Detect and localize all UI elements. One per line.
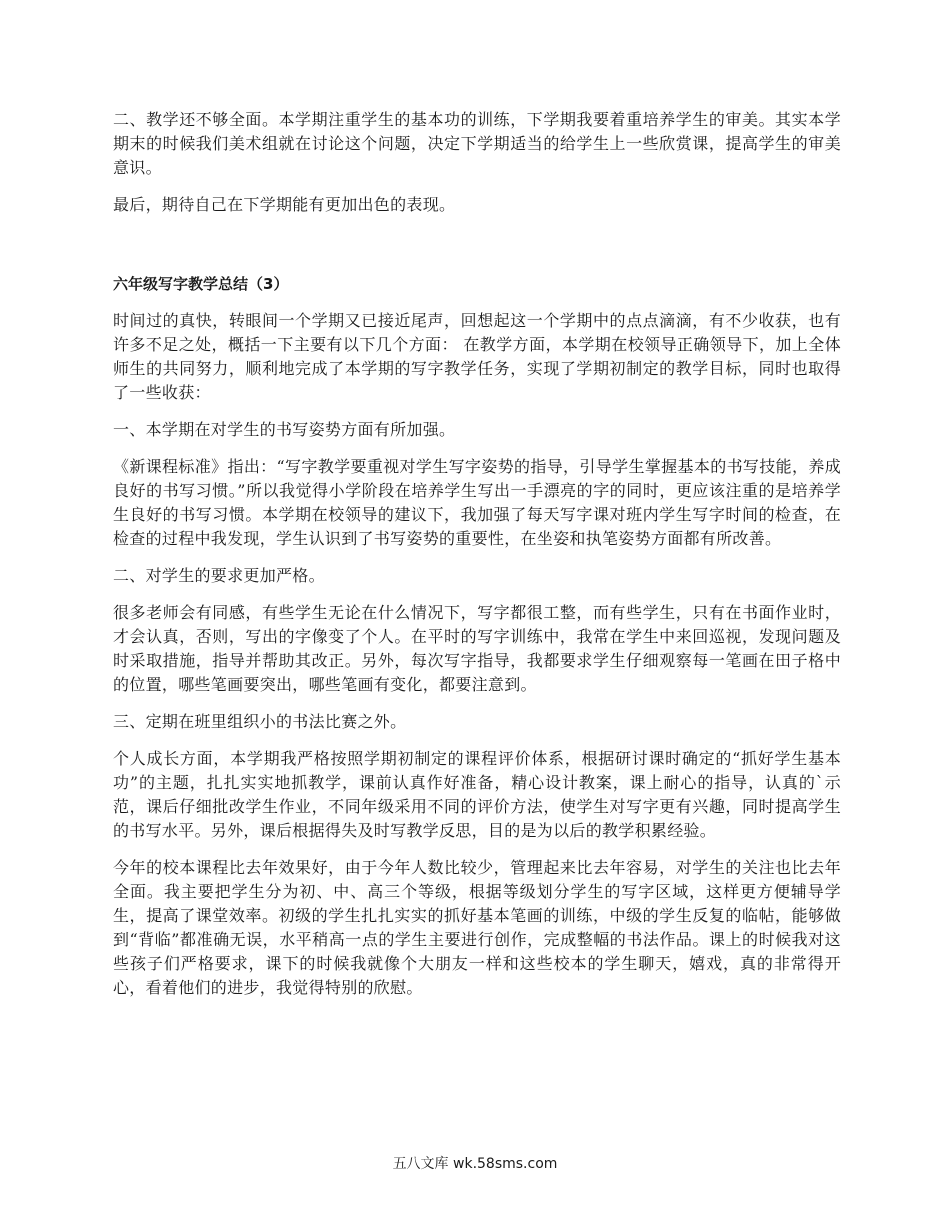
footer-watermark: 五八文库 wk.58sms.com (392, 1156, 558, 1172)
paragraph-point-two-title: 二、对学生的要求更加严格。 (113, 566, 325, 585)
paragraph-teaching-incomplete: 二、教学还不够全面。本学期注重学生的基本功的训练，下学期我要着重培养学生的审美。其实本学期末的时候我们美术组就在讨论这个问题，决定下学期适当的给学生上一些欣赏课，提高学生的审美意识。 (113, 110, 841, 177)
paragraph-point-two-body: 很多老师会有同感，有些学生无论在什么情况下，写字都很工整，而有些学生，只有在书面作业时，才会认真，否则，写出的字像变了个人。在平时的写字训练中，我常在学生中来回巡视，发现问题及时采取措施，指导并帮助其改正。另外，每次写字指导，我都要求学生仔细观察每一笔画在田子格中的位置，哪些笔画要突出，哪些笔画有变化，都要注意到。 (113, 603, 841, 694)
paragraph-point-one-title: 一、本学期在对学生的书写姿势方面有所加强。 (113, 420, 456, 439)
paragraph-personal-growth: 个人成长方面，本学期我严格按照学期初制定的课程评价体系，根据研讨课时确定的“抓好学生基本功”的主题，扎扎实实地抓教学，课前认真作好准备，精心设计教案，课上耐心的指导，认真的`示范，课后仔细批改学生作业，不同年级采用不同的评价方法，使学生对写字更有兴趣，同时提高学生的书写水平。另外，课后根据得失及时写教学反思，目的是为以后的教学积累经验。 (113, 749, 841, 840)
paragraph-intro: 时间过的真快，转眼间一个学期又已接近尾声，回想起这一个学期中的点点滴滴，有不少收获，也有许多不足之处，概括一下主要有以下几个方面： 在教学方面，本学期在校领导正确领导下，加上全体师生的共同努力，顺利地完成了本学期的写字教学任务，实现了学期初制定的教学目标，同时也取得了一些收获： (113, 311, 841, 402)
document-body (113, 108, 841, 1000)
paragraph-point-one-body: 《新课程标准》指出：“写字教学要重视对学生写字姿势的指导，引导学生掌握基本的书写技能，养成良好的书写习惯。”所以我觉得小学阶段在培养学生写出一手漂亮的字的同时，更应该注重的是培养学生良好的书写习惯。本学期在校领导的建议下，我加强了每天写字课对班内学生写字时间的检查，在检查的过程中我发现，学生认识到了书写姿势的重要性，在坐姿和执笔姿势方面都有所改善。 (113, 457, 841, 548)
paragraph-closing: 最后，期待自己在下学期能有更加出色的表现。 (113, 195, 456, 214)
section-heading: 六年级写字教学总结（3） (113, 275, 289, 293)
paragraph-point-three-title: 三、定期在班里组织小的书法比赛之外。 (113, 712, 407, 731)
paragraph-school-course: 今年的校本课程比去年效果好，由于今年人数比较少，管理起来比去年容易，对学生的关注也比去年全面。我主要把学生分为初、中、高三个等级，根据等级划分学生的写字区域，这样更方便辅导学生，提高了课堂效率。初级的学生扎扎实实的抓好基本笔画的训练，中级的学生反复的临帖，能够做到“背临”都准确无误，水平稍高一点的学生主要进行创作，完成整幅的书法作品。课上的时候我对这些孩子们严格要求，课下的时候我就像个大朋友一样和这些校本的学生聊天，嬉戏，真的非常得开心，看着他们的进步，我觉得特别的欣慰。 (113, 858, 841, 997)
